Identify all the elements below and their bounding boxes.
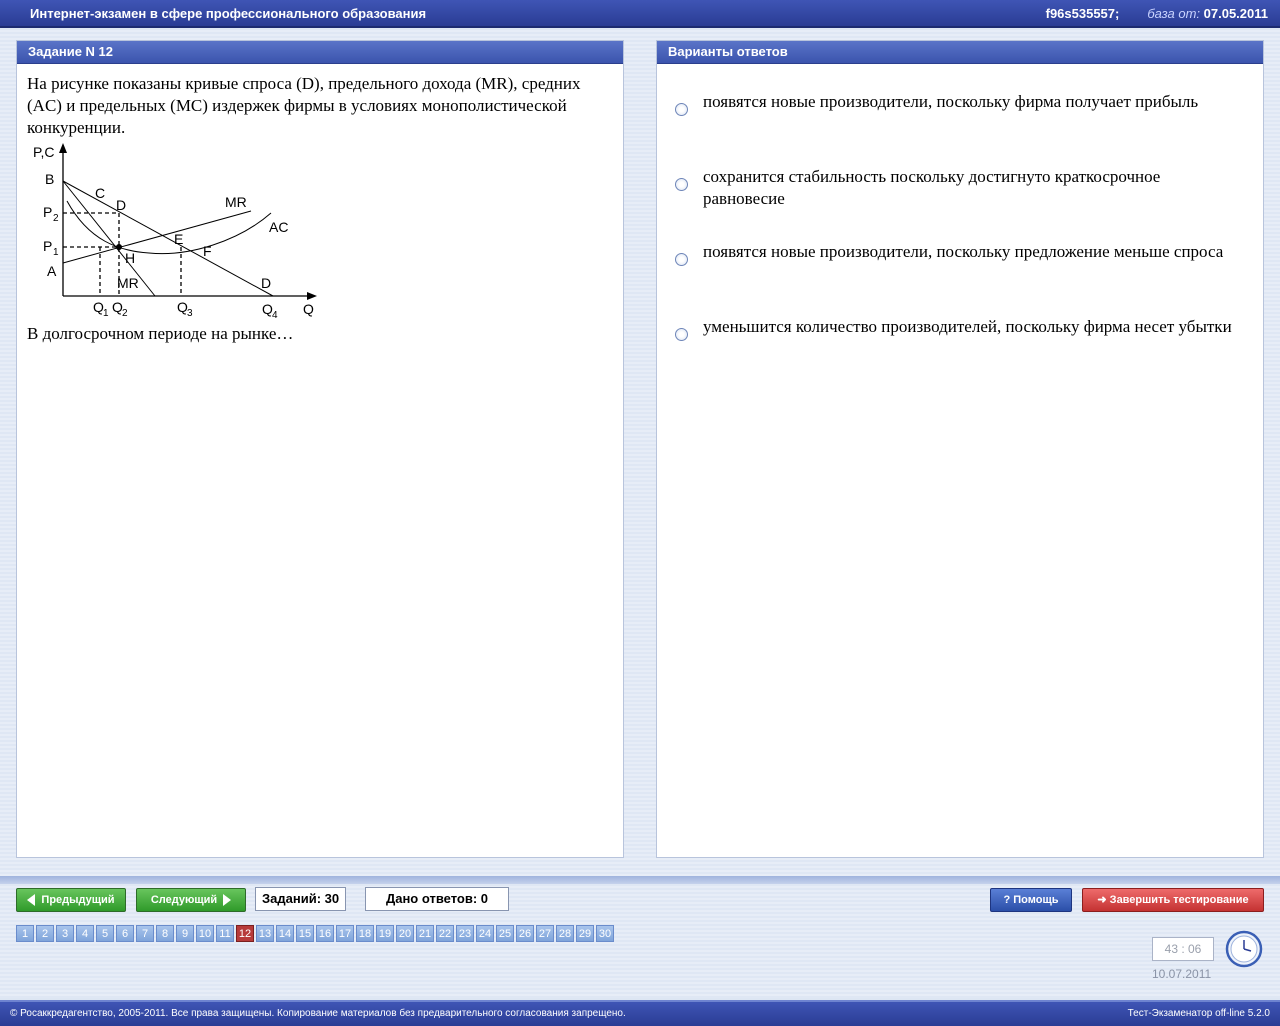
question-number-button[interactable]: 17 (336, 925, 354, 942)
label-ac: AC (269, 219, 289, 235)
label-q1: Q (93, 299, 104, 315)
label-mr-lower: MR (117, 275, 139, 291)
label-q: Q (303, 301, 314, 317)
prev-button[interactable] (16, 888, 126, 912)
label-h: H (125, 250, 136, 266)
answer-label: появятся новые производители, поскольку предложение меньше спроса (703, 242, 1224, 261)
question-number-button[interactable]: 21 (416, 925, 434, 942)
point-h (116, 244, 122, 250)
answer-option-1[interactable] (671, 91, 1251, 137)
question-number-button[interactable]: 30 (596, 925, 614, 942)
radio-button[interactable] (675, 103, 688, 116)
question-number-button[interactable]: 23 (456, 925, 474, 942)
mr-line (63, 181, 155, 296)
arrow-right-icon (223, 894, 231, 906)
label-c: C (95, 185, 106, 201)
question-number-button[interactable]: 28 (556, 925, 574, 942)
question-text: На рисунке показаны кривые спроса (D), предельного дохода (MR), средних (AC) и предельных (MC) издержек фирмы в условиях монополистической конкуренции. (27, 74, 581, 137)
question-number-button[interactable]: 19 (376, 925, 394, 942)
question-number-button[interactable]: 25 (496, 925, 514, 942)
question-number-button[interactable]: 2 (36, 925, 54, 942)
label-mr-upper: MR (225, 194, 247, 210)
question-number-button[interactable]: 5 (96, 925, 114, 942)
question-number-button[interactable]: 10 (196, 925, 214, 942)
task-heading: Задание N 12 (17, 41, 623, 64)
runner-icon: ➜ (1097, 894, 1107, 906)
radio-button[interactable] (675, 178, 688, 191)
question-number-button[interactable]: 14 (276, 925, 294, 942)
finish-label: Завершить тестирование (1109, 894, 1249, 906)
answer-label: сохранится стабильность поскольку достигнуто краткосрочное равновесие (703, 167, 1161, 208)
label-q3: Q (177, 299, 188, 315)
label-pc: P,C (33, 144, 55, 160)
answer-option-4[interactable] (671, 316, 1251, 362)
clock-icon (1225, 930, 1263, 968)
question-number-button[interactable]: 7 (136, 925, 154, 942)
question-number-button[interactable]: 22 (436, 925, 454, 942)
base-date: 07.05.2011 (1203, 6, 1268, 21)
label-p2-sub: 2 (53, 213, 59, 224)
question-number-button[interactable]: 12 (236, 925, 254, 942)
version-text: Тест-Экзаменатор off-line 5.2.0 (1127, 1008, 1270, 1019)
answers-heading: Варианты ответов (657, 41, 1263, 64)
question-number-button[interactable]: 27 (536, 925, 554, 942)
answers-panel (656, 40, 1264, 858)
economics-graph (33, 141, 349, 326)
radio-button[interactable] (675, 328, 688, 341)
question-number-button[interactable]: 20 (396, 925, 414, 942)
question-number-button[interactable]: 1 (16, 925, 34, 942)
label-b: B (45, 171, 55, 187)
label-a: A (47, 263, 57, 279)
arrow-left-icon (27, 894, 35, 906)
question-number-button[interactable]: 15 (296, 925, 314, 942)
question-number-button[interactable]: 13 (256, 925, 274, 942)
question-number-button[interactable]: 9 (176, 925, 194, 942)
label-d-top: D (116, 197, 127, 213)
question-number-button[interactable]: 8 (156, 925, 174, 942)
label-e: E (174, 231, 184, 247)
label-p1-sub: 1 (53, 247, 59, 258)
question-number-button[interactable]: 18 (356, 925, 374, 942)
timer: 43 : 06 (1152, 937, 1214, 961)
label-d-bottom: D (261, 275, 272, 291)
app-title: Интернет-экзамен в сфере профессионального образования (30, 6, 427, 21)
label-f: F (203, 243, 212, 259)
answer-option-3[interactable] (671, 241, 1251, 287)
session-code: f96s535557; (1045, 6, 1120, 21)
label-q2: Q (112, 299, 123, 315)
question-number-button[interactable]: 16 (316, 925, 334, 942)
answer-label: появятся новые производители, поскольку фирма получает прибыль (703, 92, 1199, 111)
question-navigator (16, 925, 616, 943)
label-q1-sub: 1 (103, 308, 109, 319)
question-number-button[interactable]: 3 (56, 925, 74, 942)
mc-curve (63, 211, 251, 263)
radio-button[interactable] (675, 253, 688, 266)
x-axis-arrow (307, 292, 317, 300)
title-bar (0, 0, 1280, 28)
label-q2-sub: 2 (122, 308, 128, 319)
label-p2: P (43, 204, 53, 220)
question-number-button[interactable]: 11 (216, 925, 234, 942)
prev-label: Предыдущий (41, 894, 115, 906)
question-number-button[interactable]: 6 (116, 925, 134, 942)
copyright-text: © Росаккредагентство, 2005-2011. Все права защищены. Копирование материалов без предварительного согласования запрещено. (10, 1008, 626, 1019)
answered-counter: Дано ответов: 0 (365, 887, 509, 911)
question-number-button[interactable]: 4 (76, 925, 94, 942)
question-number-button[interactable]: 26 (516, 925, 534, 942)
label-p1: P (43, 238, 53, 254)
tasks-counter: Заданий: 30 (255, 887, 346, 911)
finish-button[interactable] (1082, 888, 1264, 912)
label-q4: Q (262, 301, 273, 317)
question-icon: ? (1003, 894, 1011, 906)
help-button[interactable] (990, 888, 1072, 912)
session-info (1046, 6, 1268, 21)
footer (0, 1000, 1280, 1026)
help-label: Помощь (1013, 894, 1059, 906)
label-q3-sub: 3 (187, 308, 193, 319)
label-q4-sub: 4 (272, 310, 278, 321)
y-axis-arrow (59, 143, 67, 153)
current-date: 10.07.2011 (1152, 967, 1212, 981)
question-followup: В долгосрочном периоде на рынке… (27, 324, 294, 343)
next-label: Следующий (150, 894, 218, 906)
task-panel (16, 40, 624, 858)
answer-option-2[interactable] (671, 166, 1251, 212)
question-number-button[interactable]: 29 (576, 925, 594, 942)
divider-band (0, 876, 1280, 884)
base-label: база от: (1147, 6, 1201, 21)
next-button[interactable] (136, 888, 246, 912)
question-number-button[interactable]: 24 (476, 925, 494, 942)
answer-label: уменьшится количество производителей, поскольку фирма несет убытки (703, 317, 1232, 336)
